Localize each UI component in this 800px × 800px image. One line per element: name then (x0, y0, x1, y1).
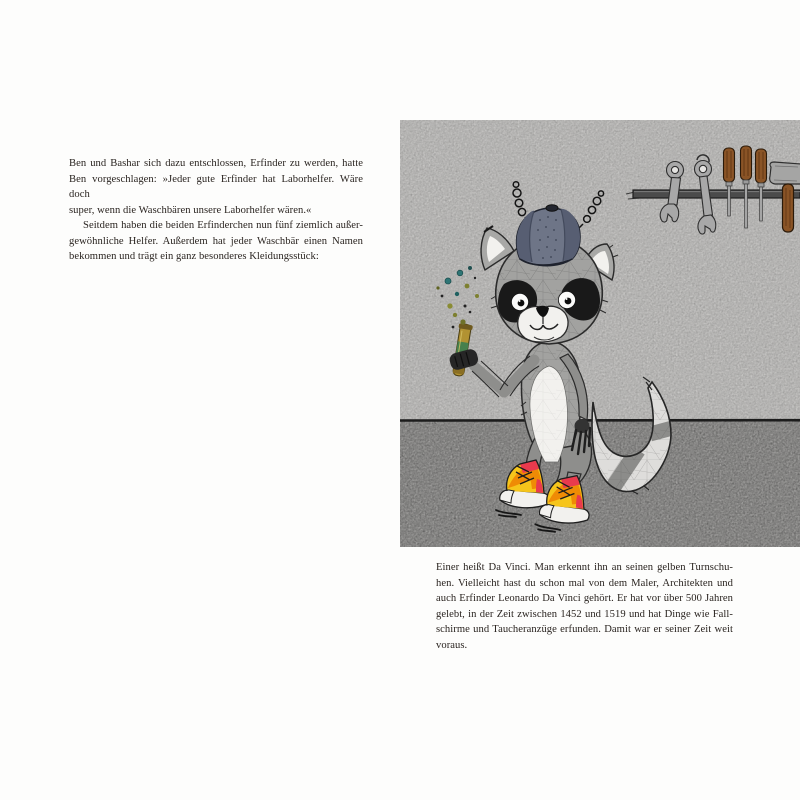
body-text-caption (436, 560, 733, 653)
text-line: voraus. (436, 639, 468, 651)
text-line: super, wenn die Waschbären unsere Laborhelfer wären.« (69, 204, 312, 216)
text-line: gelebt, in der Zeit zwischen 1452 und 1519 und hat Dinge wie Fall- (436, 608, 733, 620)
text-line: Einer heißt Da Vinci. Man erkennt ihn an seinen gelben Turnschu- (436, 562, 733, 573)
text-line: auch Erfinder Leonardo Da Vinci gehört. Er hat vor über 500 Jahren (436, 593, 733, 604)
wall-floor-line (400, 420, 800, 421)
text-line: bekommen und trägt ein ganz besonderes Kleidungsstück: (69, 251, 319, 262)
tool-rail (626, 190, 800, 199)
text-line: Seitdem haben die beiden Erfinderchen nun fünf ziemlich außer- (83, 220, 363, 231)
illustration-raccoon-da-vinci (400, 120, 800, 547)
text-line: gewöhnliche Helfer. Außerdem hat jeder Waschbär einen Namen (69, 235, 363, 247)
text-line: hen. Vielleicht hast du schon mal von dem Maler, Architekten und (436, 577, 733, 589)
text-line: schirme und Taucheranzüge erfunden. Damit war er seiner Zeit weit (436, 624, 733, 635)
body-text-left (69, 156, 363, 265)
raccoon-scene (400, 120, 800, 547)
text-line: Ben vorgeschlagen: »Jeder gute Erfinder hat Laborhelfer. Wäre doch (69, 173, 363, 200)
hat-button (546, 205, 558, 211)
text-line: Ben und Bashar sich dazu entschlossen, Erfinder zu werden, hatte (69, 158, 363, 169)
